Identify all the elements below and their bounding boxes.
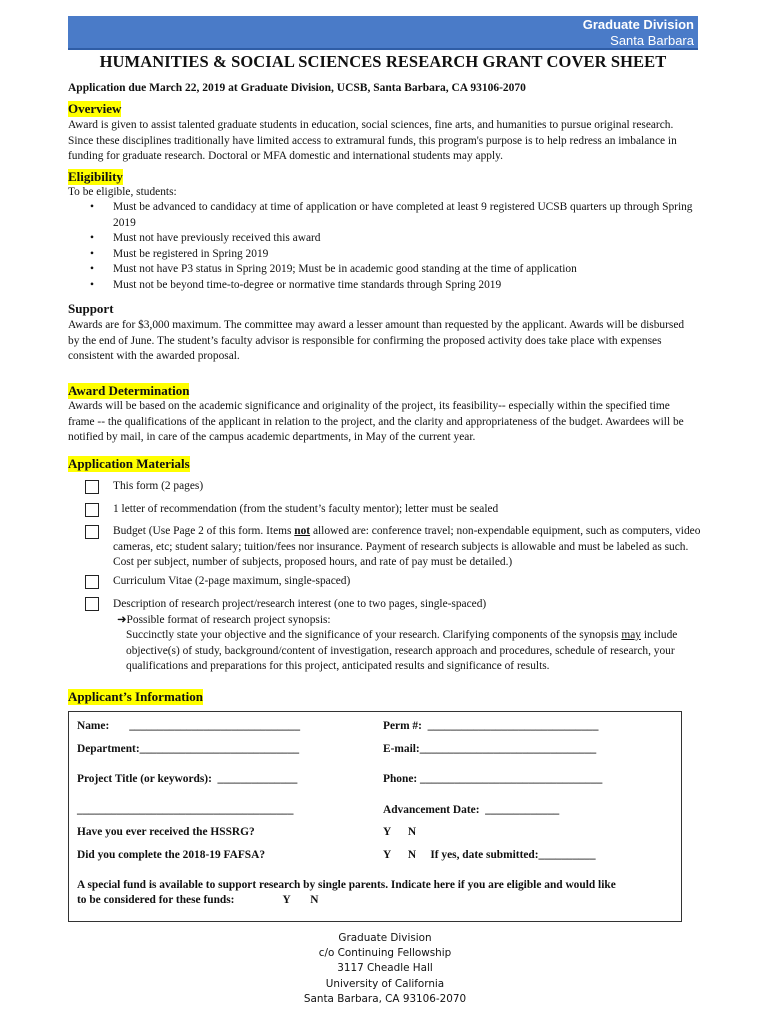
synopsis-detail: Succinctly state your objective and the significance of your research. Clarifying components of the synopsis may include objective(s) of study, background/content of investigation, research approach and procedures, schedule of research, your qualifications and preparations for this project, anticipated results and significance of results. [126,629,678,673]
list-item: • Must be registered in Spring 2019 [68,247,698,263]
special-fund-line1: A special fund is available to support research by single parents. Indicate here if you are eligible and would like [77,879,616,891]
material-description: Description of research project/research interest (one to two pages, single-spaced) [113,598,487,610]
applicant-info-box [68,711,682,922]
list-item: • Must not be beyond time-to-degree or normative time standards through Spring 2019 [68,278,698,294]
synopsis-format: ➜Possible format of research project synopsis: [117,614,331,626]
material-cv: Curriculum Vitae (2-page maximum, single-spaced) [113,575,351,587]
name-field[interactable]: Name: ______________________________ [77,720,301,732]
checkbox-cv[interactable] [85,575,99,589]
eligibility-list [68,200,698,294]
phone-field[interactable]: Phone: ________________________________ [383,773,603,785]
checkbox-budget[interactable] [85,525,99,539]
eligibility-heading: Eligibility [68,169,123,184]
email-field[interactable]: E-mail:_______________________________ [383,743,597,755]
checkbox-description[interactable] [85,597,99,611]
material-letter: 1 letter of recommendation (from the student’s faculty mentor); letter must be sealed [113,503,499,515]
header-banner [68,16,698,50]
support-text: Awards are for $3,000 maximum. The committee may award a lesser amount than requested by the applicant. Awards will be disbursed by the end of June. The student’s faculty advisor is responsible for confirming the proposed activity does take place with expenses consistent with the awarded proposal. [68,319,685,363]
banner-campus: Santa Barbara [610,33,694,48]
award-heading: Award Determination [68,383,190,398]
perm-field[interactable]: Perm #: ______________________________ [383,720,599,732]
fafsa-question: Did you complete the 2018-19 FAFSA? [77,849,266,861]
material-form: This form (2 pages) [113,480,204,492]
department-field[interactable]: Department:____________________________ [77,743,300,755]
advancement-date-field[interactable]: Advancement Date: _____________ [383,804,560,816]
fafsa-yn[interactable]: Y N If yes, date submitted:__________ [383,849,596,861]
arrow-right-icon: ➜ [117,614,127,626]
list-item: • Must be advanced to candidacy at time of application or have completed at least 9 registered UCSB quarters up through Spring 2019 [68,200,698,231]
special-fund-line2[interactable]: to be considered for these funds: Y N [77,894,319,906]
banner-division: Graduate Division [582,17,694,32]
overview-heading: Overview [68,101,122,116]
eligibility-intro: To be eligible, students: [68,186,177,198]
page-title: HUMANITIES & SOCIAL SCIENCES RESEARCH GRANT COVER SHEET [99,52,667,71]
overview-text: Award is given to assist talented graduate students in education, social sciences, fine arts, and humanities to pursue original research. Since these disciplines traditionally have limited access to extramural funds, this program's purpose is to help redress an imbalance in funding for graduate research. Doctoral or MFA domestic and international students may apply. [68,119,677,163]
award-text: Awards will be based on the academic significance and originality of the project, its feasibility-- especially within the specified time frame -- the qualifications of the applicant in relation to the project, and the clarity and appropriateness of the budget. Awardees will be notified by mail, in care of the campus academic departments, in May of the current year. [68,400,684,444]
checkbox-letter[interactable] [85,503,99,517]
materials-heading: Application Materials [68,456,190,471]
project-title-field[interactable]: Project Title (or keywords): ______________ [77,773,298,785]
hssrg-question: Have you ever received the HSSRG? [77,826,255,838]
list-item: • Must not have previously received this award [68,231,698,247]
applicant-heading: Applicant’s Information [68,689,203,704]
list-item: • Must not have P3 status in Spring 2019; Must be in academic good standing at the time of application [68,262,698,278]
due-date: Application due March 22, 2019 at Graduate Division, UCSB, Santa Barbara, CA 93106-2070 [68,82,526,94]
blank-field[interactable]: ______________________________________ [77,804,294,816]
mailing-address: Graduate Division c/o Continuing Fellowship 3117 Cheadle Hall University of California Santa Barbara, CA 93106-2070 [303,932,467,1005]
hssrg-yn[interactable]: Y N [383,826,417,838]
material-budget: Budget (Use Page 2 of this form. Items not allowed are: conference travel; non-expendable equipment, such as computers, video cameras, etc; student salary; tuition/fees nor insurance. Payment of research subjects is allowable and must be labeled as such. Cost per subject, number of subjects, proposed hours, and rate of pay must be detailed.) [113,525,701,569]
support-heading: Support [68,301,114,316]
checkbox-form[interactable] [85,480,99,494]
